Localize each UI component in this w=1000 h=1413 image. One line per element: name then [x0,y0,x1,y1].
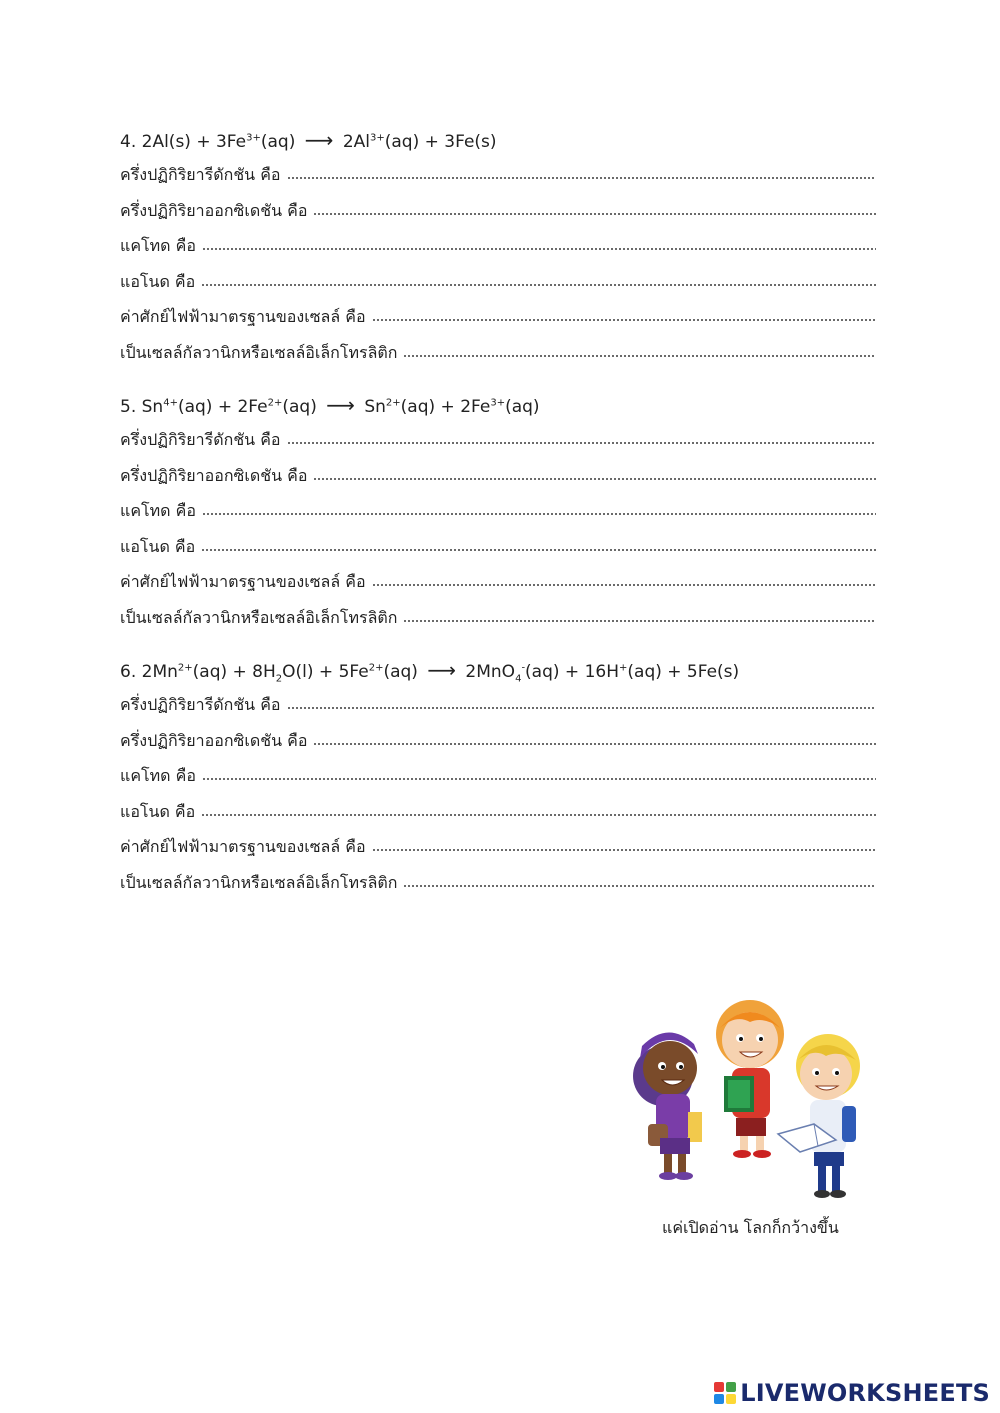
superscript-charge: 2+ [267,397,283,409]
superscript-charge: 3+ [370,132,385,144]
answer-blank[interactable] [202,498,876,516]
anode-field[interactable] [120,534,876,570]
field-label: ครึ่งปฏิกิริยารีดักชัน คือ [120,695,281,714]
question-number: 6. [120,662,137,682]
formula-text: (aq) [260,132,296,152]
reaction-arrow-icon: ⟶ [304,128,334,152]
equation-products [465,662,740,685]
equation-reactants [141,662,418,685]
formula-text: 2Mn [141,662,178,682]
cell-type-field[interactable] [120,870,876,906]
formula-text: 2Al [342,132,370,152]
superscript-charge: 3+ [490,397,506,409]
answer-blank[interactable] [287,427,876,445]
formula-text: (aq) + 8H [192,662,276,682]
reduction-half-reaction-field[interactable] [120,162,876,198]
superscript-charge: + [619,662,628,674]
equation-6 [120,656,876,692]
oxidation-half-reaction-field[interactable] [120,198,876,234]
equation-5 [120,391,876,427]
superscript-charge: 2+ [385,397,401,409]
standard-cell-potential-field[interactable] [120,304,876,340]
formula-text: (aq) + 2Fe [177,397,268,417]
field-label: แอโนด คือ [120,801,196,821]
equation-products [343,132,497,152]
superscript-charge: 4+ [163,397,178,409]
field-label: เป็นเซลล์กัลวานิกหรือเซลล์อิเล็กโทรลิติก [120,342,398,362]
blond-boy-figure [778,1034,860,1198]
equation-products [364,397,539,417]
field-label: แคโทด คือ [120,501,196,520]
girl-figure [633,1032,702,1180]
formula-text: (aq) + 16H [525,662,619,682]
question-number: 4. [120,132,137,152]
cathode-field[interactable] [120,498,876,534]
field-label: ค่าศักย์ไฟฟ้ามาตรฐานของเซลล์ คือ [120,307,366,326]
field-label: แคโทด คือ [120,236,196,255]
reaction-arrow-icon: ⟶ [326,393,355,417]
question-4 [120,126,876,375]
children-reading-illustration [628,994,868,1204]
formula-text: Sn [364,397,386,417]
subscript-count: 2 [275,673,283,685]
question-6 [120,656,876,905]
formula-text: (aq) [505,397,540,417]
answer-blank[interactable] [372,569,876,587]
subscript-count: 4 [515,673,522,685]
cathode-field[interactable] [120,233,876,269]
equation-reactants [142,397,317,417]
field-label: เป็นเซลล์กัลวานิกหรือเซลล์อิเล็กโทรลิติก [120,607,398,627]
boy-figure [716,1000,784,1158]
answer-blank[interactable] [403,870,876,888]
reduction-half-reaction-field[interactable] [120,427,876,463]
standard-cell-potential-field[interactable] [120,834,876,870]
cathode-field[interactable] [120,763,876,799]
answer-blank[interactable] [287,692,876,710]
formula-text: 2Al(s) + 3Fe [141,132,247,152]
answer-blank[interactable] [287,162,876,180]
answer-blank[interactable] [313,728,876,746]
formula-text: (aq) [282,397,317,417]
answer-blank[interactable] [372,304,876,322]
field-label: ค่าศักย์ไฟฟ้ามาตรฐานของเซลล์ คือ [120,837,366,856]
formula-text: Sn [141,397,164,417]
answer-blank[interactable] [201,799,876,817]
superscript-charge: 2+ [368,662,384,674]
reaction-arrow-icon: ⟶ [427,658,457,682]
field-label: ครึ่งปฏิกิริยารีดักชัน คือ [120,430,281,449]
answer-blank[interactable] [201,534,876,552]
answer-blank[interactable] [403,605,876,623]
liveworksheets-logo-icon [714,1382,736,1404]
question-number: 5. [120,397,137,417]
answer-blank[interactable] [202,233,876,251]
field-label: ครึ่งปฏิกิริยาออกซิเดชัน คือ [120,730,308,750]
field-label: ครึ่งปฏิกิริยารีดักชัน คือ [120,165,281,184]
superscript-charge: 2+ [177,662,193,674]
anode-field[interactable] [120,269,876,305]
formula-text: (aq) + 5Fe(s) [627,662,740,682]
formula-text: (aq) [383,662,418,682]
equation-reactants [142,132,296,152]
field-label: แคโทด คือ [120,766,196,785]
answer-blank[interactable] [313,198,876,216]
cell-type-field[interactable] [120,340,876,376]
oxidation-half-reaction-field[interactable] [120,728,876,764]
field-label: แอโนด คือ [120,271,196,291]
anode-field[interactable] [120,799,876,835]
field-label: ครึ่งปฏิกิริยาออกซิเดชัน คือ [120,200,308,220]
question-5 [120,391,876,640]
brand-wordmark: LIVEWORKSHEETS [740,1379,990,1407]
formula-text: (aq) + 3Fe(s) [384,132,497,152]
formula-text: 2MnO [465,662,516,682]
formula-text: (aq) + 2Fe [400,397,491,417]
field-label: ค่าศักย์ไฟฟ้ามาตรฐานของเซลล์ คือ [120,572,366,591]
reduction-half-reaction-field[interactable] [120,692,876,728]
field-label: ครึ่งปฏิกิริยาออกซิเดชัน คือ [120,465,308,485]
field-label: เป็นเซลล์กัลวานิกหรือเซลล์อิเล็กโทรลิติก [120,872,398,892]
oxidation-half-reaction-field[interactable] [120,463,876,499]
answer-blank[interactable] [202,763,876,781]
answer-blank[interactable] [372,834,876,852]
standard-cell-potential-field[interactable] [120,569,876,605]
answer-blank[interactable] [313,463,876,481]
formula-text: O(l) + 5Fe [282,662,369,682]
answer-blank[interactable] [201,269,876,287]
liveworksheets-brand[interactable] [714,1378,990,1408]
superscript-charge: - [521,662,526,674]
superscript-charge: 3+ [246,132,261,144]
illustration-caption: แค่เปิดอ่าน โลกก็กว้างขึ้น [662,1218,839,1237]
field-label: แอโนด คือ [120,536,196,556]
answer-blank[interactable] [403,340,876,358]
cell-type-field[interactable] [120,605,876,641]
equation-4 [120,126,876,162]
